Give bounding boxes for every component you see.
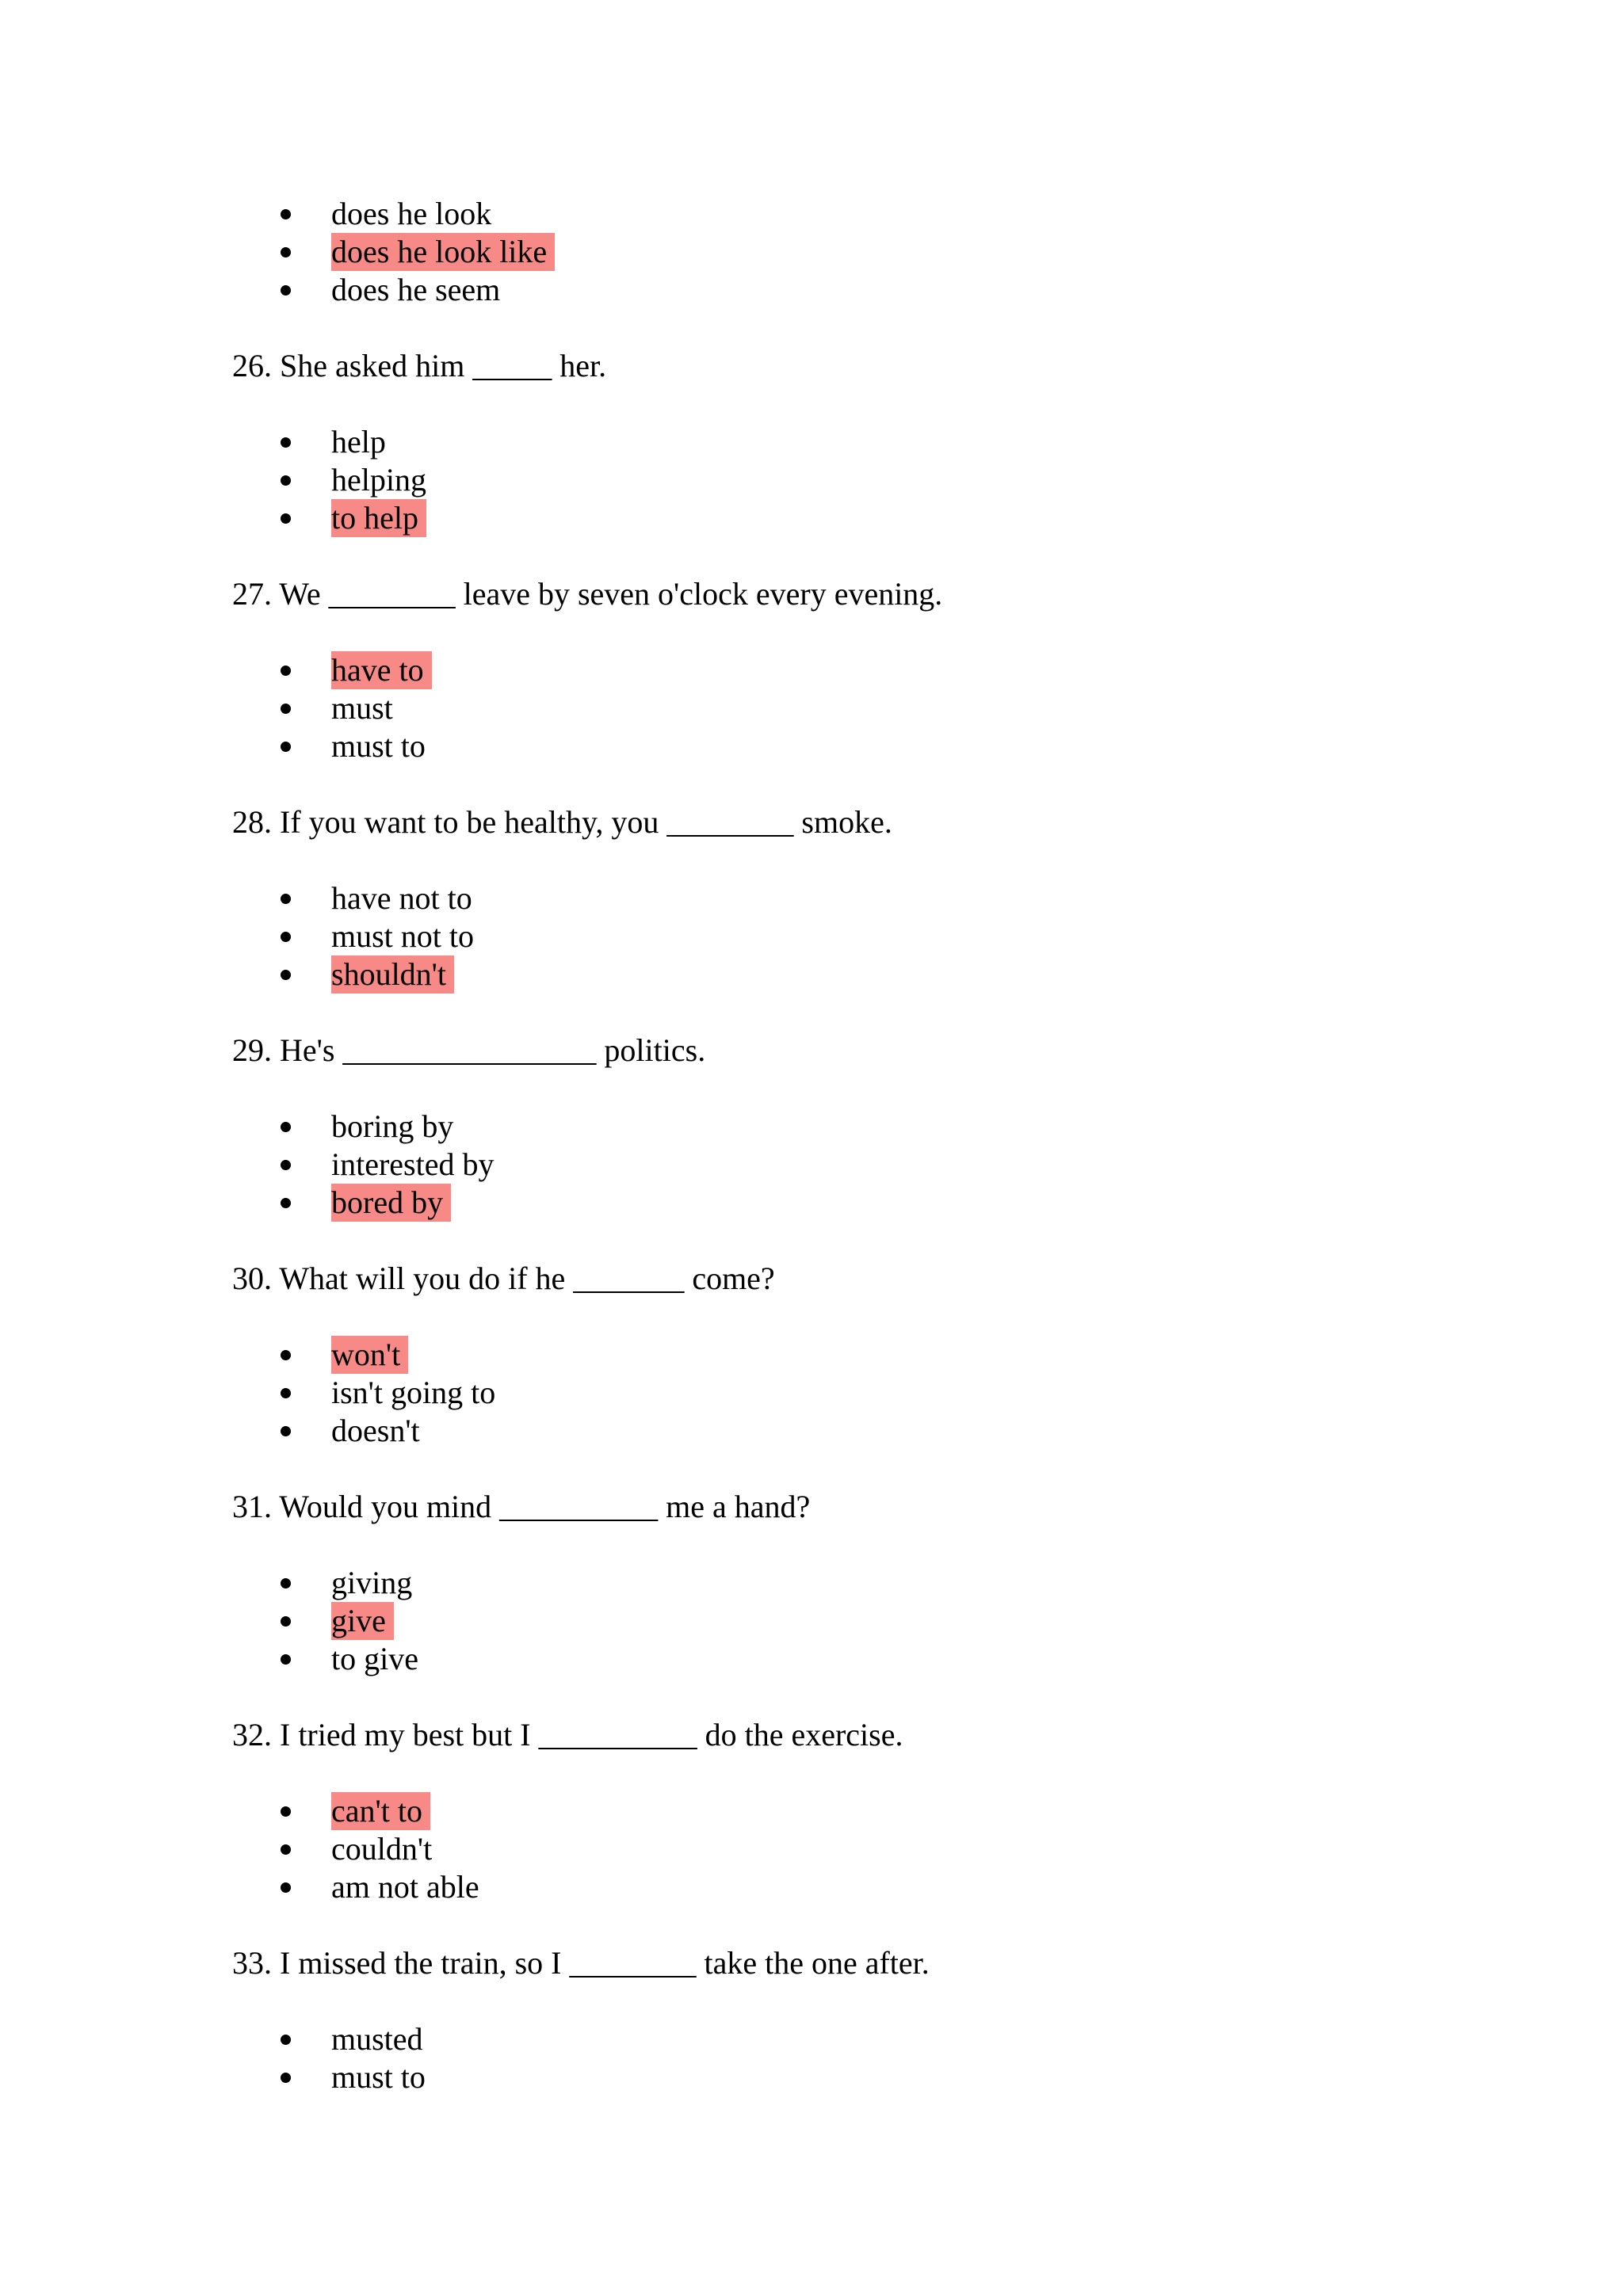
question-text: 26. She asked him _____ her. [232, 348, 607, 383]
bullet-icon [281, 894, 291, 904]
bullet-icon [281, 513, 291, 524]
option-text: isn't going to [331, 1375, 496, 1410]
option-text: interested by [331, 1146, 495, 1182]
option-text: am not able [331, 1869, 479, 1905]
option-text-highlighted: shouldn't [331, 955, 454, 994]
question-text: 33. I missed the train, so I ________ take the one after. [232, 1945, 930, 1981]
bullet-icon [281, 1882, 291, 1893]
option-text: must not to [331, 918, 475, 954]
question-text: 31. Would you mind __________ me a hand? [232, 1489, 811, 1524]
bullet-icon [281, 1350, 291, 1360]
bullet-icon [281, 742, 291, 752]
bullet-icon [281, 1578, 291, 1589]
option-text: help [331, 424, 386, 460]
option-text-highlighted: to help [331, 499, 426, 537]
bullet-icon [281, 437, 291, 448]
option-text: to give [331, 1641, 418, 1676]
option-text: couldn't [331, 1831, 433, 1867]
bullet-icon [281, 666, 291, 676]
option-text: must to [331, 728, 426, 764]
option-text: musted [331, 2021, 423, 2057]
bullet-icon [281, 1122, 291, 1132]
bullet-icon [281, 1160, 291, 1170]
bullet-icon [281, 1198, 291, 1208]
bullet-icon [281, 2035, 291, 2045]
option-text-highlighted: have to [331, 651, 432, 689]
option-text: giving [331, 1565, 413, 1600]
option-item [281, 2058, 426, 2210]
bullet-icon [281, 932, 291, 942]
option-text: have not to [331, 880, 472, 916]
bullet-icon [281, 1654, 291, 1665]
option-text-highlighted: won't [331, 1336, 408, 1374]
option-text: helping [331, 462, 426, 498]
option-text: boring by [331, 1108, 454, 1144]
question-text: 32. I tried my best but I __________ do the exercise. [232, 1717, 903, 1753]
option-text: must [331, 690, 393, 726]
bullet-icon [281, 1806, 291, 1817]
bullet-icon [281, 704, 291, 714]
option-text: must to [331, 2059, 426, 2095]
bullet-icon [281, 970, 291, 980]
question-text: 29. He's ________________ politics. [232, 1032, 706, 1068]
option-text: does he seem [331, 272, 501, 307]
bullet-icon [281, 1388, 291, 1398]
option-text-highlighted: can't to [331, 1792, 430, 1830]
option-text-highlighted: give [331, 1602, 394, 1640]
bullet-icon [281, 285, 291, 296]
bullet-icon [281, 475, 291, 486]
question-text: 28. If you want to be healthy, you ________ smoke. [232, 804, 892, 840]
question-text: 30. What will you do if he _______ come? [232, 1261, 775, 1296]
question-text: 27. We ________ leave by seven o'clock every evening. [232, 576, 943, 612]
option-text-highlighted: does he look like [331, 233, 555, 271]
option-text-highlighted: bored by [331, 1184, 451, 1222]
bullet-icon [281, 1844, 291, 1855]
bullet-icon [281, 2073, 291, 2083]
option-text: doesn't [331, 1413, 420, 1448]
bullet-icon [281, 1426, 291, 1436]
option-text: does he look [331, 196, 492, 231]
bullet-icon [281, 1616, 291, 1627]
bullet-icon [281, 209, 291, 219]
bullet-icon [281, 247, 291, 257]
